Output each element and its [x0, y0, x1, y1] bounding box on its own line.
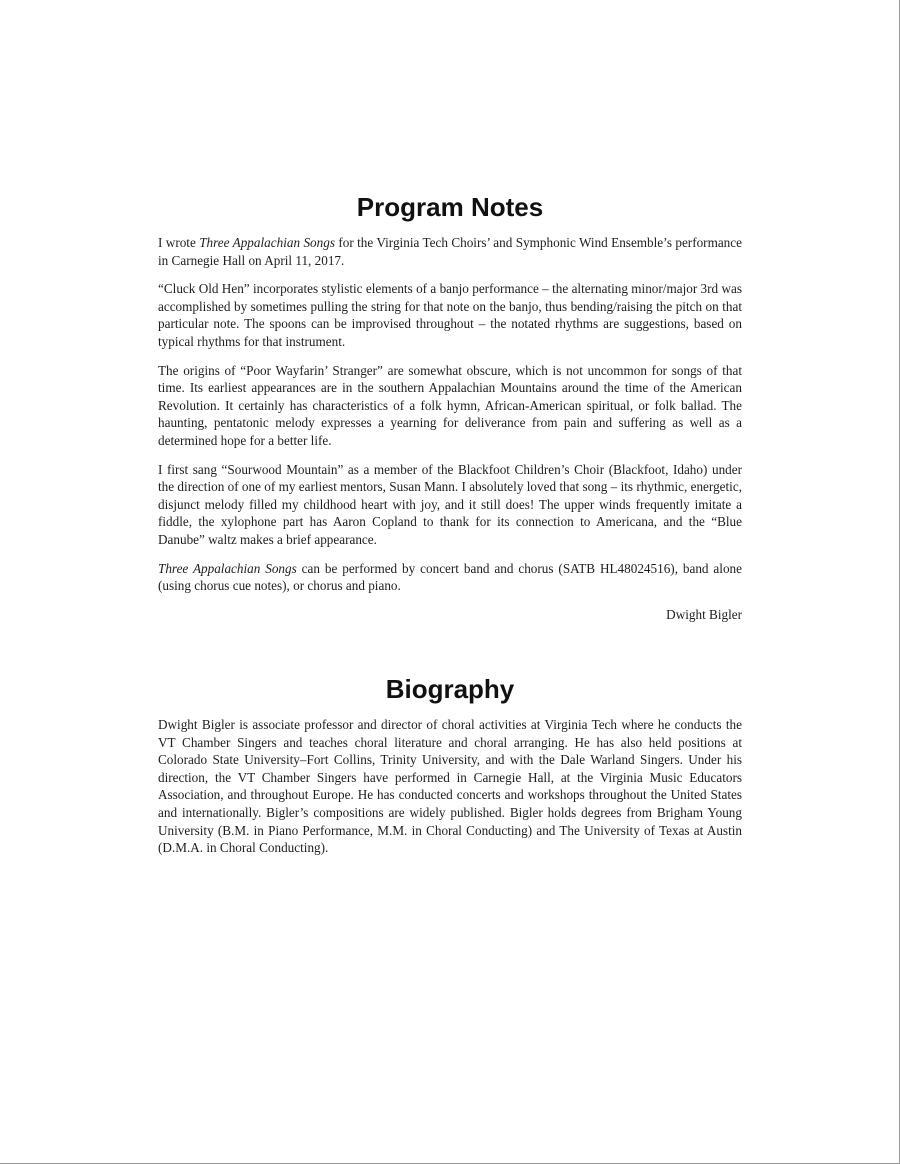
author-signature: Dwight Bigler — [666, 606, 742, 622]
program-notes-paragraph-4: I first sang “Sourwood Mountain” as a member of the Blackfoot Children’s Choir (Blackfoot, Idaho) under the direction of one of my earliest mentors, Susan Mann. I absolutely loved that song – its rhythmic, energetic, disjunct melody filled my childhood heart with joy, and it still does! The upper winds frequently imitate a fiddle, the xylophone part has Aaron Copland to thank for its connection to Americana, and the “Blue Danube” waltz makes a brief appearance. — [158, 461, 742, 547]
program-notes-section — [158, 192, 742, 623]
program-notes-heading: Program Notes — [356, 192, 544, 222]
program-notes-paragraph-1 — [158, 234, 742, 269]
biography-paragraph: Dwight Bigler is associate professor and director of choral activities at Virginia Tech where he conducts the VT Chamber Singers and teaches choral literature and choral arranging. He has also held positions at Colorado State University–Fort Collins, Trinity University, and with the Dale Warland Singers. Under his direction, the VT Chamber Singers have performed in Carnegie Hall, at the Virginia Music Educators Association, and throughout Europe. He has conducted concerts and workshops throughout the United States and internationally. Bigler’s compositions are widely published. Bigler holds degrees from Brigham Young University (B.M. in Piano Performance, M.M. in Choral Conducting) and The University of Texas at Austin (D.M.A. in Choral Conducting). — [158, 717, 742, 856]
biography-section — [158, 674, 742, 868]
program-notes-paragraph-2: “Cluck Old Hen” incorporates stylistic elements of a banjo performance – the alternating minor/major 3rd was accomplished by sometimes pulling the string for that note on the banjo, thus bending/raising the pitch on that particular note. The spoons can be improvised throughout – the notated rhythms are suggestions, based on typical rhythms for that instrument. — [158, 281, 742, 349]
paragraph-lead: I wrote — [158, 235, 200, 250]
paragraph-text: can be performed by concert band and chorus (SATB HL48024516), band alone (using chorus cue notes), or chorus and piano. — [158, 560, 742, 594]
program-notes-paragraph-5 — [158, 560, 742, 595]
work-title: Three Appalachian Songs — [158, 560, 297, 576]
biography-heading: Biography — [385, 674, 515, 704]
program-notes-paragraph-3: The origins of “Poor Wayfarin’ Stranger” are somewhat obscure, which is not uncommon for songs of that time. Its earliest appearances are in the southern Appalachian Mountains around the time of the American Revolution. It certainly has characteristics of a folk hymn, African-American spiritual, or folk ballad. The haunting, pentatonic melody expresses a yearning for deliverance from pain and suffering as well as a determined hope for a better life. — [158, 362, 742, 448]
paragraph-text: for the Virginia Tech Choirs’ and Symphonic Wind Ensemble’s performance in Carnegie Hall on April 11, 2017. — [158, 235, 742, 268]
work-title: Three Appalachian Songs — [199, 235, 335, 250]
